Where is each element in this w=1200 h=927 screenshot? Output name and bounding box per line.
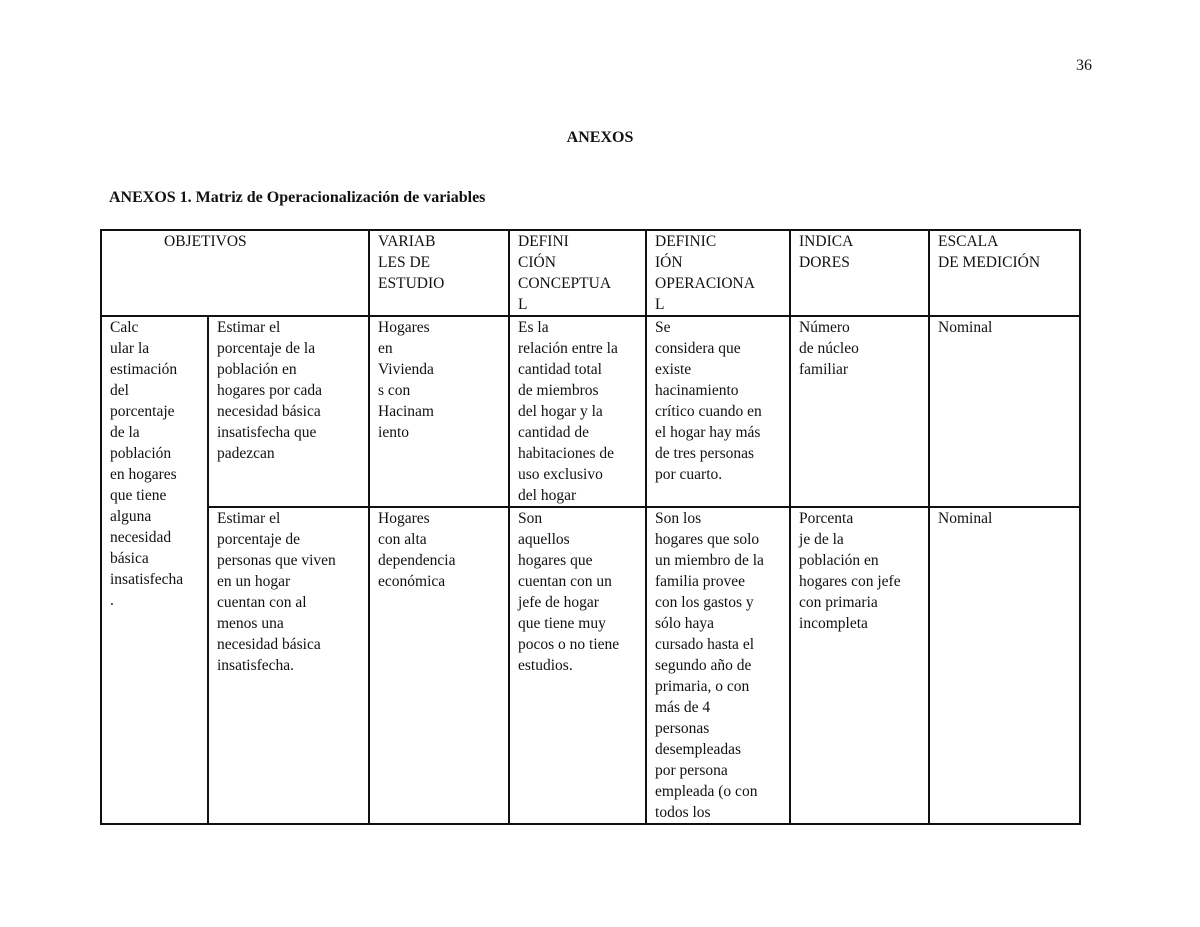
header-variables: VARIAB LES DE ESTUDIO: [369, 230, 509, 316]
table-header-row: [101, 230, 1080, 316]
section-title: ANEXOS 1. Matriz de Operacionalización de variables: [109, 189, 486, 206]
table-row: [101, 316, 1080, 507]
header-def-conceptual: DEFINI CIÓN CONCEPTUA L: [509, 230, 646, 316]
page-number: 36: [1076, 57, 1092, 74]
header-objetivos: OBJETIVOS: [101, 230, 369, 316]
table-row: [101, 507, 1080, 824]
header-def-operacional: DEFINIC IÓN OPERACIONA L: [646, 230, 790, 316]
page-title: ANEXOS: [566, 129, 634, 146]
indicator-cell: Número de núcleo familiar: [790, 316, 929, 507]
specific-objective-cell: Estimar el porcentaje de la población en hogares por cada necesidad básica insatisfecha que padezcan: [208, 316, 369, 507]
header-escala: ESCALA DE MEDICIÓN: [929, 230, 1080, 316]
variable-cell: Hogares con alta dependencia económica: [369, 507, 509, 824]
conceptual-definition-cell: Son aquellos hogares que cuentan con un jefe de hogar que tiene muy pocos o no tiene estudios.: [509, 507, 646, 824]
variable-cell: Hogares en Vivienda s con Hacinam iento: [369, 316, 509, 507]
scale-cell: Nominal: [929, 316, 1080, 507]
operational-definition-cell: Son los hogares que solo un miembro de la familia provee con los gastos y sólo haya cursado hasta el segundo año de primaria, o con más de 4 personas desempleadas por persona empleada (o con todos los: [646, 507, 790, 824]
operational-definition-cell: Se considera que existe hacinamiento crítico cuando en el hogar hay más de tres personas por cuarto.: [646, 316, 790, 507]
scale-cell: Nominal: [929, 507, 1080, 824]
general-objective-cell: Calc ular la estimación del porcentaje de la población en hogares que tiene alguna necesidad básica insatisfecha .: [101, 316, 208, 824]
indicator-cell: Porcenta je de la población en hogares con jefe con primaria incompleta: [790, 507, 929, 824]
header-indicadores: INDICA DORES: [790, 230, 929, 316]
conceptual-definition-cell: Es la relación entre la cantidad total de miembros del hogar y la cantidad de habitaciones de uso exclusivo del hogar: [509, 316, 646, 507]
specific-objective-cell: Estimar el porcentaje de personas que viven en un hogar cuentan con al menos una necesidad básica insatisfecha.: [208, 507, 369, 824]
operationalization-matrix: [100, 229, 1081, 825]
